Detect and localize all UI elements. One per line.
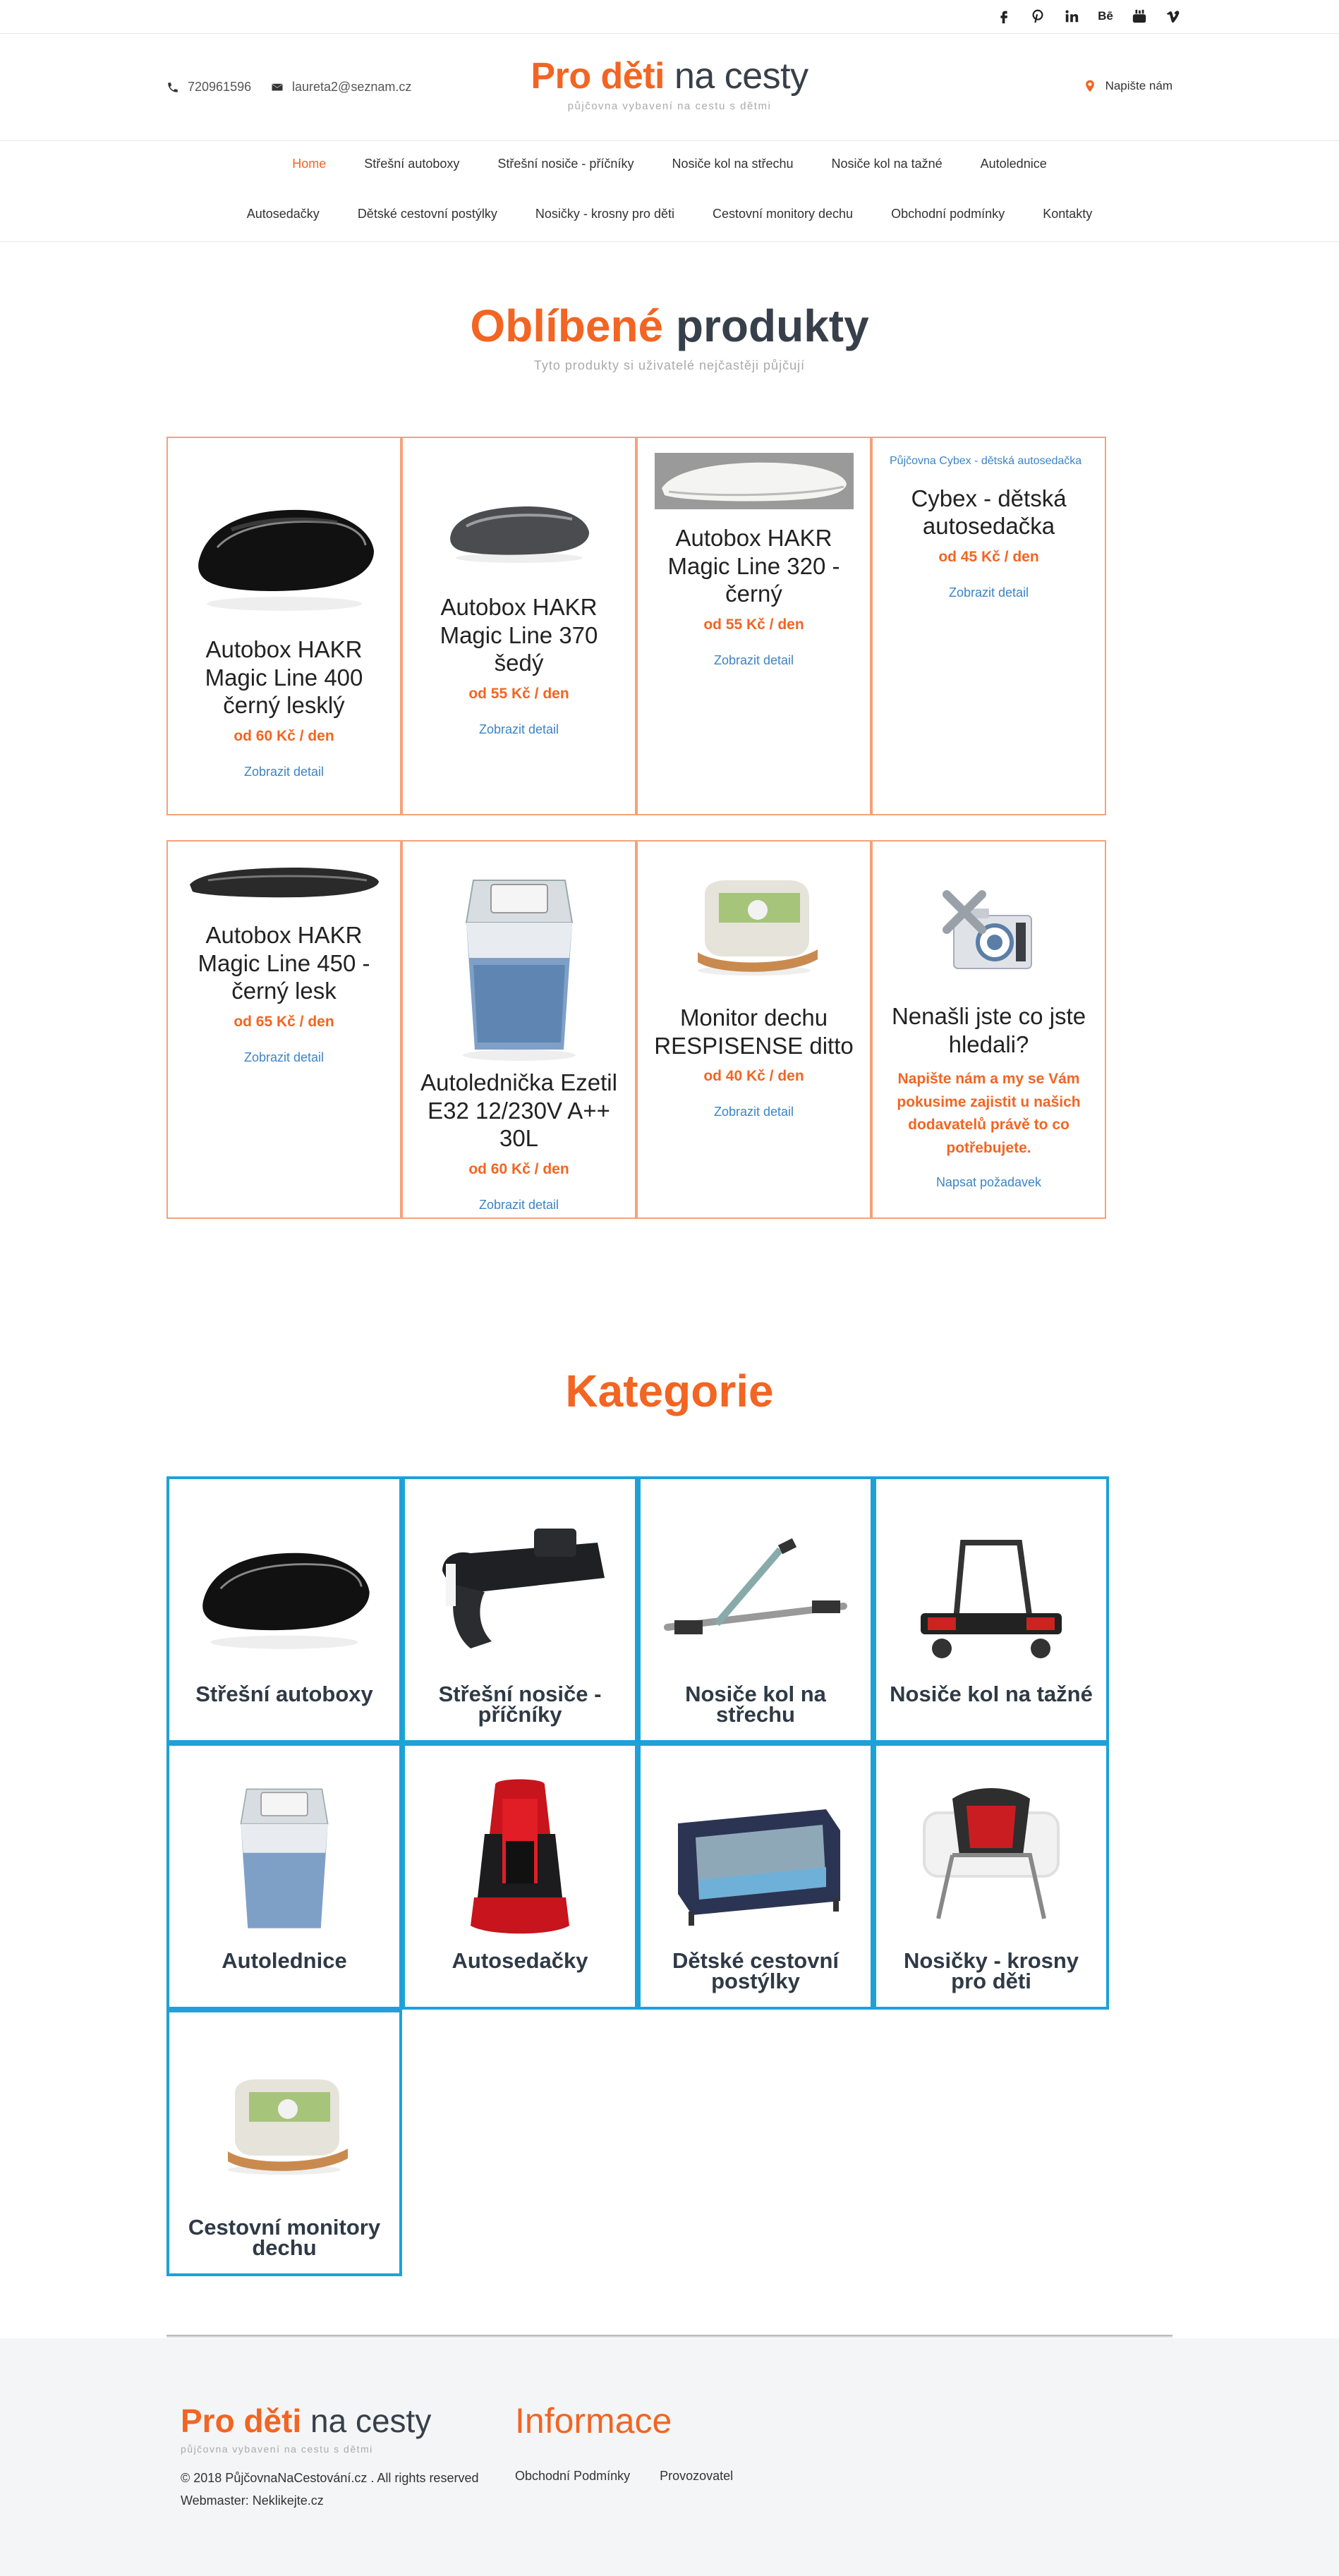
category-card-postylky[interactable]: [638, 1743, 873, 2010]
main-navigation: [0, 141, 1339, 242]
footer-divider: [166, 2335, 1173, 2338]
product-card[interactable]: [636, 840, 871, 1219]
nav-item-nosicky[interactable]: Nosičky - krosny pro děti: [535, 207, 674, 221]
nav-item-postylky[interactable]: Dětské cestovní postýlky: [357, 207, 497, 221]
notfound-card[interactable]: [871, 840, 1106, 1219]
product-price: od 60 Kč / den: [468, 1160, 569, 1177]
category-image: [169, 1767, 399, 1950]
product-price: od 65 Kč / den: [234, 1013, 334, 1030]
pinterest-icon[interactable]: [1029, 7, 1047, 25]
site-footer: [0, 2338, 1339, 2576]
social-links: [995, 7, 1182, 25]
broken-camera-icon: [873, 842, 1105, 997]
nav-item-kontakty[interactable]: Kontakty: [1043, 207, 1093, 221]
facebook-icon[interactable]: [995, 7, 1013, 25]
product-image: [638, 438, 870, 509]
logo-orange-text: Pro děti: [531, 56, 665, 97]
nav-item-obchodni-podminky[interactable]: Obchodní podmínky: [891, 207, 1005, 221]
category-card-monitory[interactable]: [166, 2010, 402, 2276]
nav-item-nosice-kol-strecha[interactable]: Nosiče kol na střechu: [672, 157, 794, 171]
notfound-text: Napište nám a my se Vám pokusime zajistit u našich dodavatelů právě to co potřebujete.: [897, 1071, 1081, 1156]
category-image: [641, 1767, 871, 1950]
category-label: Střešní autoboxy: [195, 1682, 373, 1706]
category-image: [876, 1767, 1106, 1950]
product-detail-link[interactable]: Zobrazit detail: [243, 764, 325, 779]
category-card-nosice-kol-tazne[interactable]: [873, 1476, 1109, 1743]
product-price: od 60 Kč / den: [234, 727, 334, 744]
product-price: od 45 Kč / den: [938, 548, 1039, 565]
product-detail-link[interactable]: Zobrazit detail: [478, 722, 559, 736]
linkedin-icon[interactable]: [1062, 7, 1081, 25]
categories-title: Kategorie: [565, 1366, 774, 1416]
product-image: [638, 842, 870, 990]
nav-item-autosedacky[interactable]: Autosedačky: [246, 207, 320, 221]
product-card[interactable]: [871, 437, 1106, 815]
footer-logo-subtitle: půjčovna vybavení na cestu s dětmi: [181, 2443, 373, 2455]
category-label: Střešní nosiče - příčníky: [438, 1682, 602, 1727]
nav-item-stresni-nosice[interactable]: Střešní nosiče - příčníky: [497, 157, 634, 171]
product-card[interactable]: [166, 437, 401, 815]
footer-logo-orange: Pro děti: [181, 2402, 302, 2439]
nav-item-monitory[interactable]: Cestovní monitory dechu: [712, 207, 854, 221]
product-detail-link[interactable]: Zobrazit detail: [478, 1197, 559, 1212]
nav-item-home[interactable]: Home: [292, 157, 327, 171]
popular-products-subtitle: Tyto produkty si uživatelé nejčastěji půjčují: [533, 358, 806, 372]
nav-row-2: [0, 207, 1339, 221]
phone-number: 720961596: [188, 80, 252, 94]
footer-info-title: Informace: [515, 2401, 672, 2441]
category-label: Nosičky - krosny pro děti: [903, 1948, 1079, 1994]
popular-title-orange: Oblíbené: [470, 300, 664, 351]
category-card-stresni-nosice[interactable]: [402, 1476, 638, 1743]
behance-icon[interactable]: Bē: [1098, 9, 1113, 23]
product-image: [168, 842, 400, 901]
product-card[interactable]: [401, 840, 636, 1219]
write-us-link[interactable]: [1083, 78, 1173, 95]
product-image: [168, 438, 400, 636]
category-card-autoboxy[interactable]: [166, 1476, 402, 1743]
product-detail-link[interactable]: Zobrazit detail: [948, 585, 1029, 600]
footer-webmaster[interactable]: Webmaster: Neklikejte.cz: [181, 2493, 324, 2508]
footer-links: [515, 2469, 733, 2484]
product-name: Monitor dechu RESPISENSE ditto: [654, 1004, 854, 1059]
category-image: [405, 1500, 635, 1684]
product-price: od 40 Kč / den: [703, 1068, 804, 1085]
product-image: [403, 438, 635, 593]
site-header: [0, 34, 1339, 141]
product-image-alt-text: Půjčovna Cybex - dětská autosedačka: [890, 455, 1082, 467]
write-us-label: Napište nám: [1105, 79, 1173, 92]
nav-row-1: [0, 157, 1339, 171]
product-name: Cybex - dětská autosedačka: [911, 485, 1067, 540]
product-grid-row-2: [166, 840, 1108, 1219]
footer-copyright: © 2018 PůjčovnaNaCestování.cz . All rights reserved: [181, 2471, 479, 2485]
product-price: od 55 Kč / den: [703, 616, 804, 633]
request-link[interactable]: Napsat požadavek: [935, 1175, 1042, 1190]
category-label: Nosiče kol na tažné: [890, 1682, 1093, 1706]
email-address: laureta2@seznam.cz: [292, 80, 412, 94]
logo-subtitle: půjčovna vybavení na cestu s dětmi: [567, 100, 772, 112]
footer-link-provozovatel[interactable]: Provozovatel: [660, 2469, 734, 2483]
product-card[interactable]: [166, 840, 401, 1219]
category-label: Nosiče kol na střechu: [685, 1682, 826, 1727]
footer-logo-dark: na cesty: [310, 2402, 432, 2439]
social-bar: [0, 0, 1339, 34]
category-label: Dětské cestovní postýlky: [672, 1948, 840, 1994]
nav-item-stresni-autoboxy[interactable]: Střešní autoboxy: [364, 157, 460, 171]
product-card[interactable]: [401, 437, 636, 815]
product-name: Autobox HAKR Magic Line 400 černý lesklý: [205, 636, 363, 719]
popular-title-dark: produkty: [675, 300, 869, 351]
category-card-nosicky[interactable]: [873, 1743, 1109, 2010]
nav-item-nosice-kol-tazne[interactable]: Nosiče kol na tažné: [831, 157, 943, 171]
product-detail-link[interactable]: Zobrazit detail: [243, 1050, 325, 1064]
product-name: Autobox HAKR Magic Line 370 šedý: [440, 594, 598, 676]
product-image: [403, 842, 635, 1067]
category-image: [641, 1500, 871, 1684]
map-pin-icon: [1083, 78, 1097, 95]
product-grid-row-1: [166, 437, 1108, 815]
notfound-title: Nenašli jste co jste hledali?: [891, 1003, 1086, 1057]
category-label: Cestovní monitory dechu: [188, 2215, 381, 2261]
product-detail-link[interactable]: Zobrazit detail: [713, 1105, 794, 1119]
product-name: Autobox HAKR Magic Line 320 - černý: [667, 525, 840, 607]
category-image: [405, 1767, 635, 1950]
product-card[interactable]: [636, 437, 871, 815]
popular-products-title: [0, 300, 1339, 352]
category-card-nosice-kol-strecha[interactable]: [638, 1476, 873, 1743]
footer-link-obchodni-podminky[interactable]: Obchodní Podmínky: [515, 2469, 631, 2483]
vimeo-icon[interactable]: [1164, 7, 1182, 25]
product-detail-link[interactable]: Zobrazit detail: [713, 652, 794, 667]
category-image: [169, 1500, 399, 1684]
category-image: [876, 1500, 1106, 1684]
footer-logo[interactable]: [181, 2402, 431, 2440]
product-name: Autobox HAKR Magic Line 450 - černý lesk: [198, 922, 370, 1004]
product-name: Autolednička Ezetil E32 12/230V A++ 30L: [420, 1069, 617, 1152]
nav-item-autolednice[interactable]: Autolednice: [980, 157, 1047, 171]
category-card-autolednice[interactable]: [166, 1743, 402, 2010]
category-label: Autolednice: [222, 1948, 347, 1973]
category-image: [169, 2034, 399, 2217]
category-label: Autosedačky: [452, 1948, 588, 1973]
youtube-icon[interactable]: [1130, 7, 1149, 25]
category-card-autosedacky[interactable]: [402, 1743, 638, 2010]
product-price: od 55 Kč / den: [468, 685, 569, 702]
logo-dark-text: na cesty: [674, 56, 808, 97]
